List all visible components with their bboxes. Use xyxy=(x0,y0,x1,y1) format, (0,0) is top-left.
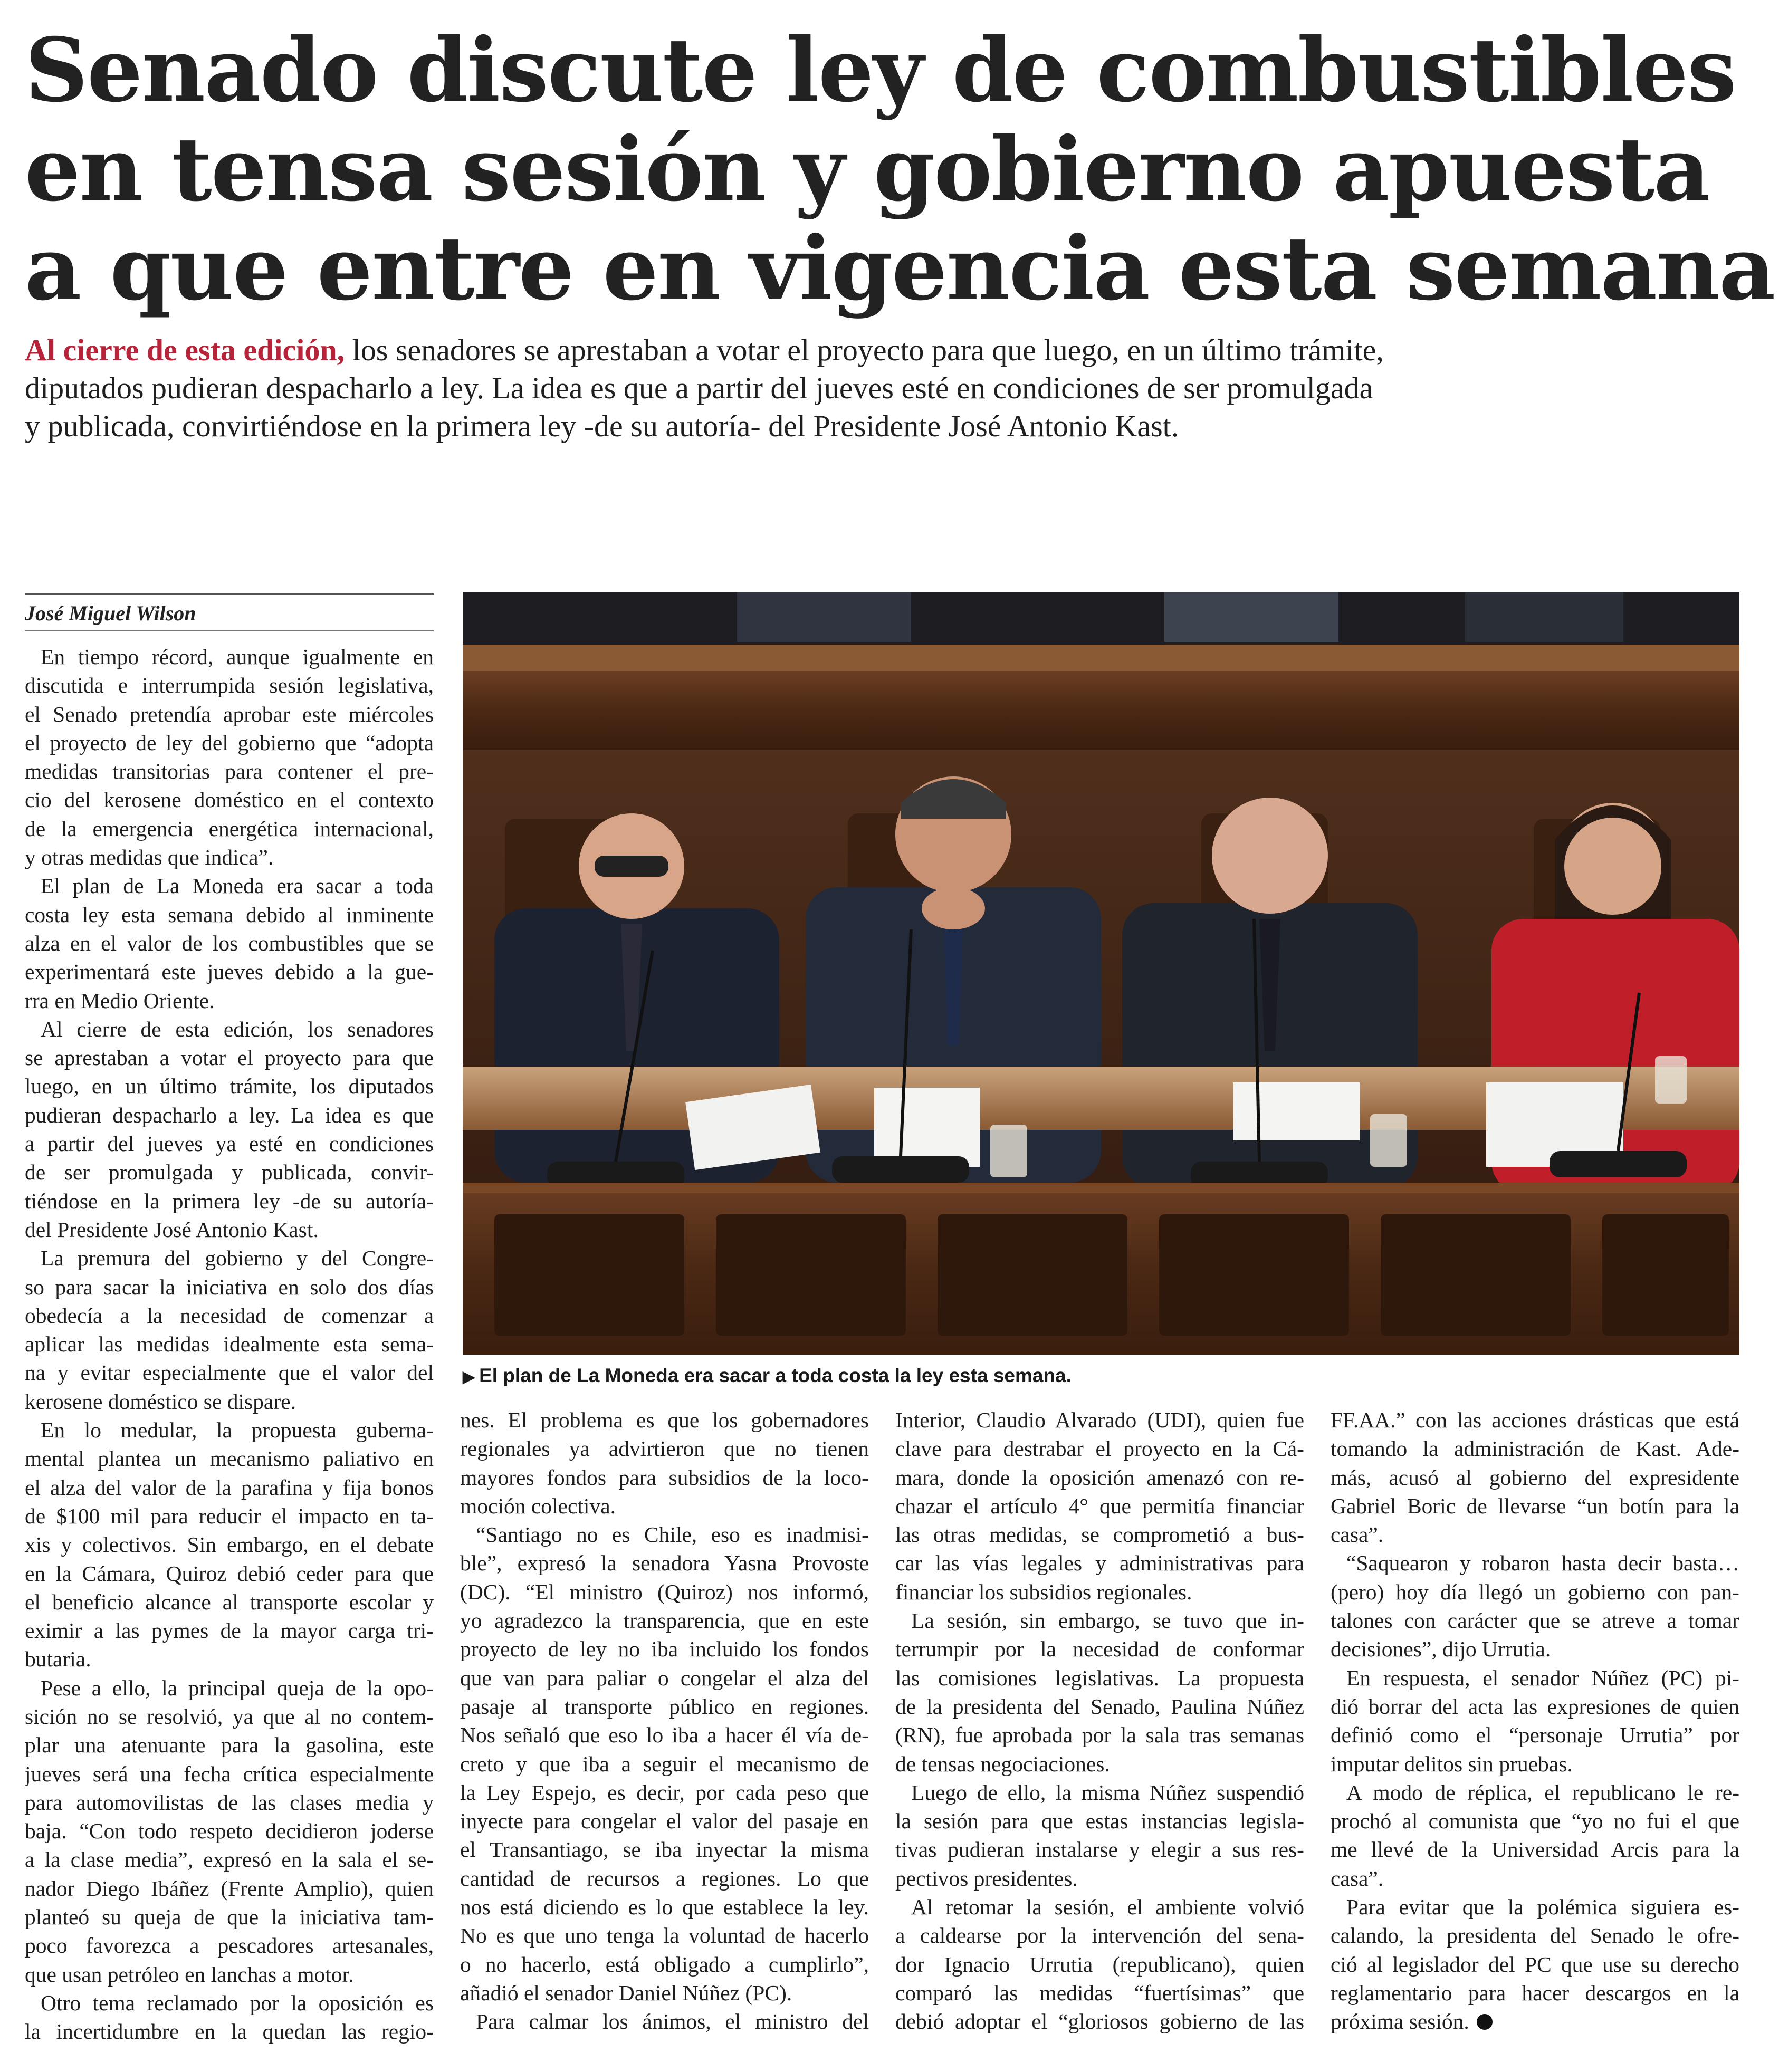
body-text-line: baja. “Con todo respeto decidieron joderse xyxy=(25,1819,434,1844)
body-text-line: aplicar las medidas idealmente esta sema- xyxy=(25,1332,434,1357)
headline-line: en tensa sesión y gobierno apuesta xyxy=(25,118,1709,221)
body-text-line: terrumpir por la necesidad de conformar xyxy=(895,1637,1304,1662)
body-text-line: plar una atenuante para la gasolina, este xyxy=(25,1733,434,1758)
body-text-line: kerosene doméstico se dispare. xyxy=(25,1389,296,1414)
body-text-line: El plan de La Moneda era sacar a toda xyxy=(41,874,434,898)
lead-line xyxy=(25,331,1755,369)
body-text-line: Interior, Claudio Alvarado (UDI), quien fue xyxy=(895,1408,1304,1432)
body-text-line: moción colectiva. xyxy=(460,1493,616,1518)
body-text-line: de la emergencia energética internacional, xyxy=(25,816,434,841)
body-text-line: de ser promulgada y publicada, convir- xyxy=(25,1160,434,1185)
headline-line: a que entre en vigencia esta semana xyxy=(25,217,1775,320)
body-text-line: Para calmar los ánimos, el ministro del xyxy=(476,2009,869,2034)
body-text-line: jueves será una fecha crítica especialmente xyxy=(25,1761,434,1786)
body-text-line: so para sacar la iniciativa en solo dos días xyxy=(25,1274,434,1299)
body-text-line: regionales ya advirtieron que no tienen xyxy=(460,1436,869,1461)
body-text-line: Gabriel Boric de llevarse “un botín para la xyxy=(1331,1493,1739,1518)
body-text-line: inyecte para congelar el valor del pasaje en xyxy=(460,1809,869,1834)
body-text-line: tomando la administración de Kast. Ade- xyxy=(1331,1436,1739,1461)
headline xyxy=(25,19,1775,320)
body-text-line: de $100 mil para reducir el impacto en ta- xyxy=(25,1503,434,1528)
body-text-line: definió como el “personaje Urrutia” por xyxy=(1331,1723,1739,1748)
body-text-line: de tensas negociaciones. xyxy=(895,1751,1110,1776)
body-text-line: alza en el valor de los combustibles que se xyxy=(25,931,434,955)
body-text-line: En lo medular, la propuesta guberna- xyxy=(41,1418,434,1443)
body-text-line: el Senado pretendía aprobar este miércoles xyxy=(25,702,434,726)
body-text-line: las otras medidas, se comprometió a bus- xyxy=(895,1522,1304,1547)
senate-photo-illustration xyxy=(463,592,1739,1355)
body-text-line: casa”. xyxy=(1331,1866,1384,1891)
caption-text: El plan de La Moneda era sacar a toda costa la ley esta semana. xyxy=(479,1365,1072,1386)
body-text-line: costa ley esta semana debido al inminente xyxy=(25,902,434,927)
body-text-line: discutida e interrumpida sesión legislativa, xyxy=(25,673,434,698)
end-of-article-icon xyxy=(1477,2014,1493,2030)
body-column-3 xyxy=(895,1406,1304,2036)
lead-kicker: Al cierre de esta edición, xyxy=(25,333,345,367)
body-text-line: el proyecto de ley del gobierno que “adopta xyxy=(25,730,434,755)
body-text-line: Pese a ello, la principal queja de la opo- xyxy=(41,1675,434,1700)
body-text-line: No es que uno tenga la voluntad de hacerlo xyxy=(460,1923,869,1948)
body-text-line: se aprestaban a votar el proyecto para que xyxy=(25,1045,434,1070)
body-text-line: Luego de ello, la misma Núñez suspendió xyxy=(911,1780,1304,1805)
body-text-line: A modo de réplica, el republicano le re- xyxy=(1346,1780,1739,1805)
body-text-line: pudieran despacharlo a ley. La idea es que xyxy=(25,1102,434,1127)
body-text-line: experimentará este jueves debido a la gue- xyxy=(25,960,434,984)
body-text-line: el beneficio alcance al transporte escolar y xyxy=(25,1589,434,1614)
body-text-line: más, acusó al gobierno del expresidente xyxy=(1331,1465,1739,1490)
body-text-line: luego, en un último trámite, los diputados xyxy=(25,1074,434,1099)
caption-arrow-icon: ▶ xyxy=(463,1368,475,1386)
body-text-line: En tiempo récord, aunque igualmente en xyxy=(41,645,434,669)
body-text-line: Nos señaló que eso lo iba a hacer él vía de- xyxy=(460,1723,869,1748)
body-text-line: me llevé de la Universidad Arcis para la xyxy=(1331,1837,1739,1862)
body-text-line: car las vías legales y administrativas para xyxy=(895,1551,1304,1576)
body-text-line: Para evitar que la polémica siguiera es- xyxy=(1346,1895,1739,1920)
body-text-line: Al cierre de esta edición, los senadores xyxy=(41,1016,434,1041)
body-text-line: rra en Medio Oriente. xyxy=(25,988,215,1013)
body-text-line: proyecto de ley no iba incluido los fondos xyxy=(460,1637,869,1662)
body-text-line: mental plantea un mecanismo paliativo en xyxy=(25,1446,434,1471)
body-text-line: calando, la presidenta del Senado le ofre- xyxy=(1331,1923,1739,1948)
body-text-line: a partir del jueves ya esté en condiciones xyxy=(25,1131,434,1156)
body-text-line: poco favorezca a pescadores artesanales, xyxy=(25,1933,434,1958)
body-text-line: En respuesta, el senador Núñez (PC) pi- xyxy=(1346,1665,1739,1690)
body-text-line: Al retomar la sesión, el ambiente volvió xyxy=(911,1895,1304,1920)
body-text-line: talones con carácter que se atreve a tomar xyxy=(1331,1608,1739,1633)
body-text-line: la Ley Espejo, es decir, por cada peso que xyxy=(460,1780,869,1805)
body-text-line: eximir a las pymes de la mayor carga tri- xyxy=(25,1618,434,1643)
body-text-line: planteó su queja de que la iniciativa tam- xyxy=(25,1905,434,1930)
body-text-line: clave para destrabar el proyecto en la Cá- xyxy=(895,1436,1304,1461)
body-text-line: tiéndose en la primera ley -de su autoría- xyxy=(25,1188,434,1213)
body-text-line: la incertidumbre en la quedan las regio- xyxy=(25,2019,434,2044)
body-text-line: reglamentario para hacer descargos en la xyxy=(1331,1980,1739,2005)
body-text-line: nador Diego Ibáñez (Frente Amplio), quien xyxy=(25,1876,434,1901)
body-text-line: financiar los subsidios regionales. xyxy=(895,1579,1192,1604)
body-text-line: debió adoptar el “gloriosos gobierno de las xyxy=(895,2009,1304,2034)
body-column-1 xyxy=(25,642,434,2046)
photo-caption xyxy=(463,1364,1739,1389)
body-column-4 xyxy=(1331,1406,1739,2036)
body-text-line: ble”, expresó la senadora Yasna Provoste xyxy=(460,1551,869,1576)
body-text-line: imputar delitos sin pruebas. xyxy=(1331,1751,1573,1776)
body-text-line: casa”. xyxy=(1331,1522,1384,1547)
body-text-line: comparó las medidas “fuertísimas” que xyxy=(895,1980,1304,2005)
body-text-line: butaria. xyxy=(25,1647,91,1672)
body-text-line: cio del kerosene doméstico en el contexto xyxy=(25,788,434,812)
lead-line: y publicada, convirtiéndose en la primera ley -de su autoría- del Presidente José Antonio Kast. xyxy=(25,409,1179,443)
body-text-line: a caldearse por la intervención del sena- xyxy=(895,1923,1304,1948)
body-text-line: prochó al comunista que “yo no fui el que xyxy=(1331,1809,1739,1834)
body-text-line: “Saquearon y robaron hasta decir basta… xyxy=(1346,1551,1739,1576)
byline-divider xyxy=(25,630,434,631)
body-text-line: xis y colectivos. Sin embargo, en el debate xyxy=(25,1532,434,1557)
body-text-line: dió borrar del acta las expresiones de quien xyxy=(1331,1694,1739,1719)
body-text-line: próxima sesión. xyxy=(1331,2007,1739,2036)
body-text-line: que usan petróleo en lanchas a motor. xyxy=(25,1962,354,1987)
body-text-line: na y evitar especialmente que el valor del xyxy=(25,1360,434,1385)
byline: José Miguel Wilson xyxy=(25,593,434,627)
body-text-line: del Presidente José Antonio Kast. xyxy=(25,1217,319,1242)
body-text-line: el Transantiago, se iba inyectar la misma xyxy=(460,1837,869,1862)
body-text-line: (pero) hoy día llegó un gobierno con pan- xyxy=(1331,1579,1739,1604)
body-text-line: (DC). “El ministro (Quiroz) nos informó, xyxy=(460,1579,869,1604)
body-text-line: en la Cámara, Quiroz debió ceder para que xyxy=(25,1561,434,1586)
body-text-line: Otro tema reclamado por la oposición es xyxy=(41,1990,434,2015)
body-text-line: a la clase media”, expresó en la sala el se- xyxy=(25,1847,434,1872)
body-text-line: pectivos presidentes. xyxy=(895,1866,1078,1891)
body-text-line: nos está diciendo es lo que establece la ley. xyxy=(460,1895,869,1920)
body-text-line: mara, donde la oposición amenazó con re- xyxy=(895,1465,1304,1490)
body-text-line: ció al legislador del PC que use su derecho xyxy=(1331,1952,1739,1977)
body-text-line: la sesión para que estas instancias legisla- xyxy=(895,1809,1304,1834)
body-text-line: de la presidenta del Senado, Paulina Núñez xyxy=(895,1694,1304,1719)
body-text-line: chazar el artículo 4° que permitía financiar xyxy=(895,1493,1304,1518)
body-text-line: “Santiago no es Chile, eso es inadmisi- xyxy=(476,1522,869,1547)
headline-line: Senado discute ley de combustibles xyxy=(25,19,1736,122)
body-text-line: medidas transitorias para contener el pre- xyxy=(25,759,434,784)
lead-paragraph xyxy=(25,331,1755,445)
body-text-line: añadió el senador Daniel Núñez (PC). xyxy=(460,1980,792,2005)
body-text-line: yo agradezco la transparencia, que en este xyxy=(460,1608,869,1633)
body-text-line: (RN), fue aprobada por la sala tras semanas xyxy=(895,1723,1304,1748)
lead-text: los senadores se aprestaban a votar el proyecto para que luego, en un último trámite, xyxy=(345,333,1384,367)
body-text-line: pasaje al transporte público en regiones. xyxy=(460,1694,869,1719)
body-text-line: para automovilistas de las clases media y xyxy=(25,1790,434,1815)
body-text-line: las comisiones legislativas. La propuesta xyxy=(895,1665,1304,1690)
body-text-line: sición no se resolvió, ya que al no contem- xyxy=(25,1704,434,1729)
body-text-line: decisiones”, dijo Urrutia. xyxy=(1331,1637,1551,1662)
body-text-line: dor Ignacio Urrutia (republicano), quien xyxy=(895,1952,1304,1977)
body-column-2 xyxy=(460,1406,869,2036)
body-text-line: cantidad de recursos a regiones. Lo que xyxy=(460,1866,869,1891)
body-text-line: y otras medidas que indica”. xyxy=(25,845,274,870)
body-text-line: que van para paliar o congelar el alza del xyxy=(460,1665,869,1690)
news-photo xyxy=(463,592,1739,1355)
body-text-line: creto y que iba a seguir el mecanismo de xyxy=(460,1751,869,1776)
body-text-line: La premura del gobierno y del Congre- xyxy=(41,1246,434,1271)
body-text-line: nes. El problema es que los gobernadores xyxy=(460,1408,869,1432)
body-text-line: La sesión, sin embargo, se tuvo que in- xyxy=(911,1608,1304,1633)
lead-line: diputados pudieran despacharlo a ley. La idea es que a partir del jueves esté en condiciones de ser promulgada xyxy=(25,371,1373,405)
body-text-line: o no hacerlo, está obligado a cumplirlo”, xyxy=(460,1952,869,1977)
body-text-line: tivas pudieran instalarse y elegir a sus res- xyxy=(895,1837,1304,1862)
body-text-line: obedecía a la necesidad de comenzar a xyxy=(25,1303,434,1328)
body-text-line: el alza del valor de la parafina y fija bonos xyxy=(25,1475,434,1500)
body-text-line: FF.AA.” con las acciones drásticas que está xyxy=(1331,1408,1739,1432)
body-text-line: mayores fondos para subsidios de la loco- xyxy=(460,1465,869,1490)
